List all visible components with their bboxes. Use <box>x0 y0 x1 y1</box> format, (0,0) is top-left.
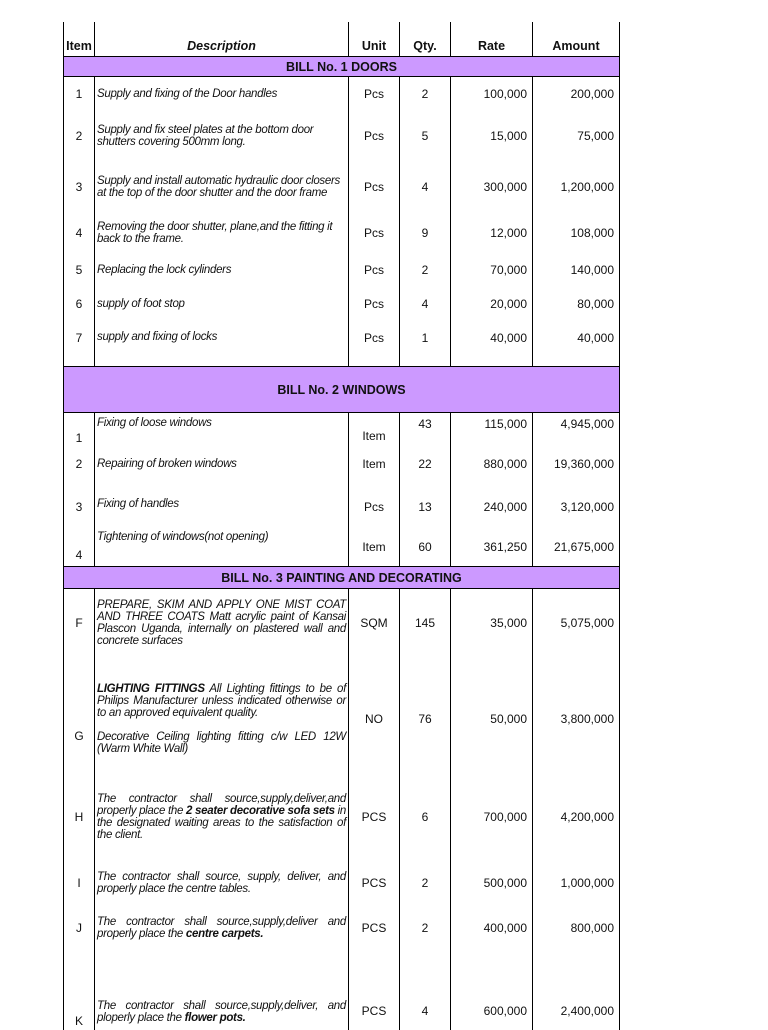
bill-title: BILL No. 1 DOORS <box>64 57 620 77</box>
desc-bold-text: flower pots. <box>184 1011 246 1024</box>
item-unit: Pcs <box>349 111 400 161</box>
item-unit: PCS <box>349 781 400 853</box>
item-unit: Pcs <box>349 321 400 367</box>
item-rate: 600,000 <box>451 943 533 1030</box>
table-row <box>64 657 620 781</box>
lighting-fittings-text <box>97 683 346 719</box>
item-rate: 240,000 <box>451 479 533 529</box>
item-amount: 800,000 <box>533 913 620 943</box>
item-amount: 75,000 <box>533 111 620 161</box>
item-rate: 100,000 <box>451 77 533 111</box>
item-description: supply of foot stop <box>95 287 349 321</box>
item-rate: 115,000 <box>451 413 533 449</box>
item-amount: 1,000,000 <box>533 853 620 913</box>
item-number: 4 <box>64 213 95 253</box>
table-row <box>64 77 620 111</box>
item-number: J <box>64 913 95 943</box>
item-amount: 108,000 <box>533 213 620 253</box>
item-number: 1 <box>64 413 95 449</box>
desc-text: The contractor shall source,supply,deliver, and ploperly place the <box>97 999 346 1024</box>
item-number: I <box>64 853 95 913</box>
desc-text: The contractor shall source,supply,deliver and properly place the <box>97 915 346 940</box>
item-rate: 700,000 <box>451 781 533 853</box>
decorative-ceiling-text: Decorative Ceiling lighting fitting c/w LED 12W (Warm White Wall) <box>97 730 346 755</box>
item-amount: 1,200,000 <box>533 161 620 213</box>
item-number: 7 <box>64 321 95 367</box>
header-item: Item <box>64 22 95 57</box>
item-rate: 400,000 <box>451 913 533 943</box>
bill-header-windows <box>64 367 620 413</box>
table-row <box>64 321 620 367</box>
item-description: Replacing the lock cylinders <box>95 253 349 287</box>
item-qty: 145 <box>400 589 451 657</box>
item-number: K <box>64 943 95 1030</box>
item-amount: 5,075,000 <box>533 589 620 657</box>
item-rate: 880,000 <box>451 449 533 479</box>
bill-header-painting <box>64 567 620 589</box>
item-amount: 80,000 <box>533 287 620 321</box>
item-unit: NO <box>349 657 400 781</box>
item-rate: 15,000 <box>451 111 533 161</box>
table-row <box>64 253 620 287</box>
item-rate: 70,000 <box>451 253 533 287</box>
item-unit: PCS <box>349 913 400 943</box>
desc-text: The contractor shall source,supply,deliver,and properly place the <box>97 792 346 817</box>
item-qty: 4 <box>400 161 451 213</box>
header-rate: Rate <box>451 22 533 57</box>
item-unit: Pcs <box>349 479 400 529</box>
table-row <box>64 589 620 657</box>
item-number: 2 <box>64 449 95 479</box>
item-description: Fixing of loose windows <box>95 413 349 449</box>
item-qty: 2 <box>400 853 451 913</box>
item-number: H <box>64 781 95 853</box>
item-description: Supply and install automatic hydraulic door closers at the top of the door shutter and the door frame <box>95 161 349 213</box>
table-row <box>64 913 620 943</box>
item-number: 2 <box>64 111 95 161</box>
item-qty: 60 <box>400 529 451 567</box>
item-unit: Item <box>349 449 400 479</box>
item-description <box>95 781 349 853</box>
table-row <box>64 213 620 253</box>
item-unit: Pcs <box>349 161 400 213</box>
item-unit: Item <box>349 413 400 449</box>
item-amount: 4,200,000 <box>533 781 620 853</box>
item-description: Tightening of windows(not opening) <box>95 529 349 567</box>
item-description: Removing the door shutter, plane,and the fitting it back to the frame. <box>95 213 349 253</box>
item-qty: 76 <box>400 657 451 781</box>
item-amount: 3,800,000 <box>533 657 620 781</box>
item-qty: 1 <box>400 321 451 367</box>
item-qty: 6 <box>400 781 451 853</box>
item-description: Repairing of broken windows <box>95 449 349 479</box>
table-row <box>64 449 620 479</box>
item-rate: 40,000 <box>451 321 533 367</box>
header-description: Description <box>95 22 349 57</box>
item-qty: 4 <box>400 943 451 1030</box>
item-description: The contractor shall source, supply, deliver, and properly place the centre tables. <box>95 853 349 913</box>
table-row <box>64 781 620 853</box>
boq-sheet <box>63 22 619 1030</box>
item-unit: Pcs <box>349 77 400 111</box>
item-description <box>95 943 349 1030</box>
item-description <box>95 913 349 943</box>
item-qty: 2 <box>400 253 451 287</box>
item-unit: PCS <box>349 853 400 913</box>
item-number: 5 <box>64 253 95 287</box>
item-qty: 9 <box>400 213 451 253</box>
header-unit: Unit <box>349 22 400 57</box>
table-row <box>64 161 620 213</box>
item-amount: 200,000 <box>533 77 620 111</box>
item-rate: 12,000 <box>451 213 533 253</box>
item-number: F <box>64 589 95 657</box>
item-unit: Pcs <box>349 253 400 287</box>
desc-bold-text: 2 seater decorative sofa sets <box>186 804 335 817</box>
item-unit: Item <box>349 529 400 567</box>
item-number: G <box>64 657 95 781</box>
item-amount: 19,360,000 <box>533 449 620 479</box>
item-unit: Pcs <box>349 287 400 321</box>
item-qty: 2 <box>400 913 451 943</box>
item-rate: 20,000 <box>451 287 533 321</box>
item-qty: 2 <box>400 77 451 111</box>
item-qty: 13 <box>400 479 451 529</box>
item-qty: 22 <box>400 449 451 479</box>
desc-bold-text: centre carpets. <box>185 927 264 940</box>
item-rate: 300,000 <box>451 161 533 213</box>
item-description: supply and fixing of locks <box>95 321 349 367</box>
item-unit: SQM <box>349 589 400 657</box>
item-amount: 3,120,000 <box>533 479 620 529</box>
item-description <box>95 657 349 781</box>
item-amount: 2,400,000 <box>533 943 620 1030</box>
table-row <box>64 287 620 321</box>
header-qty: Qty. <box>400 22 451 57</box>
lighting-fittings-heading: LIGHTING FITTINGS <box>97 682 205 695</box>
item-qty: 43 <box>400 413 451 449</box>
table-row <box>64 111 620 161</box>
header-amount: Amount <box>533 22 620 57</box>
table-row <box>64 529 620 567</box>
item-rate: 50,000 <box>451 657 533 781</box>
item-description: Supply and fixing of the Door handles <box>95 77 349 111</box>
item-number: 6 <box>64 287 95 321</box>
item-amount: 21,675,000 <box>533 529 620 567</box>
item-number: 1 <box>64 77 95 111</box>
item-unit: Pcs <box>349 213 400 253</box>
item-rate: 361,250 <box>451 529 533 567</box>
lighting-fittings-body: All Lighting fittings to be of Philips Manufacturer unless indicated otherwise or to an approved equivalent quality. <box>97 682 346 719</box>
table-row <box>64 413 620 449</box>
item-description: Fixing of handles <box>95 479 349 529</box>
item-amount: 4,945,000 <box>533 413 620 449</box>
header-row <box>64 22 620 57</box>
item-unit: PCS <box>349 943 400 1030</box>
bill-title: BILL No. 3 PAINTING AND DECORATING <box>64 567 620 589</box>
table-row <box>64 479 620 529</box>
item-number: 3 <box>64 161 95 213</box>
table-row <box>64 853 620 913</box>
item-rate: 500,000 <box>451 853 533 913</box>
item-qty: 5 <box>400 111 451 161</box>
table-row <box>64 943 620 1030</box>
bill-of-quantities-table <box>63 22 620 1030</box>
item-number: 3 <box>64 479 95 529</box>
item-amount: 140,000 <box>533 253 620 287</box>
bill-header-doors <box>64 57 620 77</box>
item-rate: 35,000 <box>451 589 533 657</box>
item-amount: 40,000 <box>533 321 620 367</box>
bill-title: BILL No. 2 WINDOWS <box>64 367 620 413</box>
desc-text: in the designated waiting areas to the satisfaction of the client. <box>97 804 346 841</box>
item-description: Supply and fix steel plates at the bottom door shutters covering 500mm long. <box>95 111 349 161</box>
item-number: 4 <box>64 529 95 567</box>
item-description: PREPARE, SKIM AND APPLY ONE MIST COAT AND THREE COATS Matt acrylic paint of Kansai Plascon Uganda, internally on plastered wall and concrete surfaces <box>95 589 349 657</box>
item-qty: 4 <box>400 287 451 321</box>
